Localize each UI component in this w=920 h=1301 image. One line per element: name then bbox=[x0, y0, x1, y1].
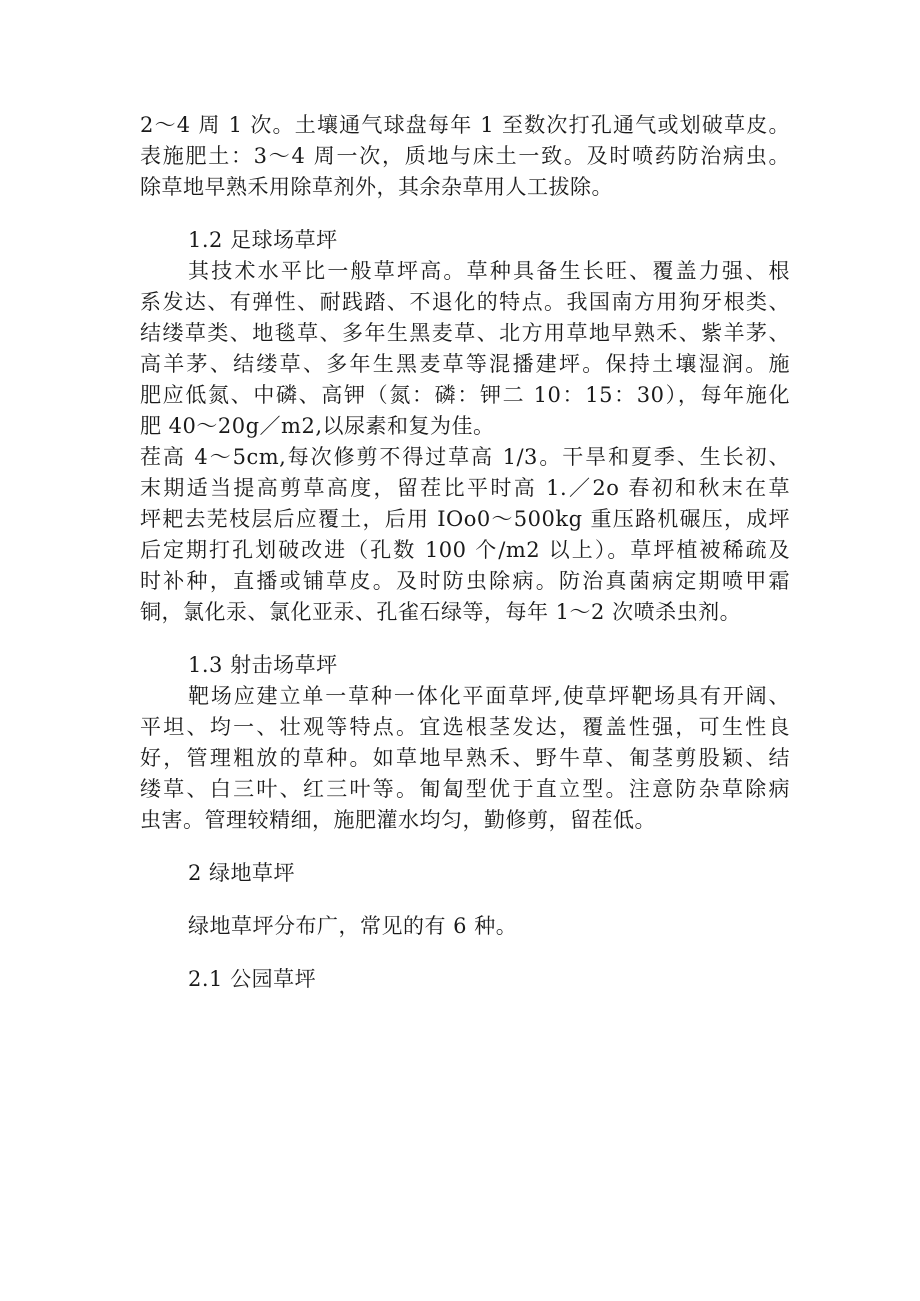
text-line: 虫害。管理较精细，施肥灌水均匀，勤修剪，留茬低。 bbox=[140, 808, 656, 832]
section-heading-football-lawn: 1.2 足球场草坪 bbox=[188, 228, 338, 252]
text-line: 高羊茅、结缕草、多年生黑麦草等混播建坪。保持土壤湿润。施 bbox=[140, 352, 790, 376]
text-line: 靶场应建立单一草种一体化平面草坪,使草坪靶场具有开阔、 bbox=[188, 684, 790, 708]
text-line: 茬高 4～5cm,每次修剪不得过草高 1/3。干旱和夏季、生长初、 bbox=[140, 445, 790, 469]
paragraph-green-lawn-intro: 绿地草坪分布广，常见的有 6 种。 bbox=[188, 914, 518, 938]
text-line: 表施肥土：3～4 周一次，质地与床土一致。及时喷药防治病虫。 bbox=[140, 144, 790, 168]
text-line: 结缕草类、地毯草、多年生黑麦草、北方用草地早熟禾、紫羊茅、 bbox=[140, 321, 790, 345]
section-heading-green-lawn: 2 绿地草坪 bbox=[188, 861, 296, 885]
text-line: 肥 40～20g／m2,以尿素和复为佳。 bbox=[140, 414, 495, 438]
text-line: 时补种，直播或铺草皮。及时防虫除病。防治真菌病定期喷甲霜 bbox=[140, 569, 790, 593]
text-line: 系发达、有弹性、耐践踏、不退化的特点。我国南方用狗牙根类、 bbox=[140, 290, 790, 314]
text-line: 2～4 周 1 次。土壤通气球盘每年 1 至数次打孔通气或划破草皮。 bbox=[140, 113, 790, 137]
text-line: 其技术水平比一般草坪高。草种具备生长旺、覆盖力强、根 bbox=[188, 259, 790, 283]
paragraph-football-lawn bbox=[140, 256, 790, 628]
text-line: 后定期打孔划破改进（孔数 100 个/m2 以上）。草坪植被稀疏及 bbox=[140, 538, 790, 562]
section-heading-shooting-lawn: 1.3 射击场草坪 bbox=[188, 653, 338, 677]
paragraph-shooting-lawn bbox=[140, 681, 790, 836]
text-line: 除草地早熟禾用除草剂外，其余杂草用人工拔除。 bbox=[140, 175, 613, 199]
section-heading-park-lawn: 2.1 公园草坪 bbox=[188, 967, 317, 991]
text-line: 好，管理粗放的草种。如草地早熟禾、野牛草、匍茎剪股颖、结 bbox=[140, 746, 790, 770]
paragraph-maintenance bbox=[140, 110, 790, 203]
text-line: 坪耙去芜枝层后应覆土，后用 IOo0～500kg 重压路机碾压，成坪 bbox=[140, 507, 790, 531]
text-line: 肥应低氮、中磷、高钾（氮：磷：钾二 10：15：30），每年施化 bbox=[140, 383, 790, 407]
text-line: 铜，氯化汞、氯化亚汞、孔雀石绿等，每年 1～2 次喷杀虫剂。 bbox=[140, 600, 742, 624]
text-line: 缕草、白三叶、红三叶等。匍匐型优于直立型。注意防杂草除病 bbox=[140, 777, 790, 801]
document-page bbox=[140, 110, 790, 995]
text-line: 末期适当提高剪草高度，留茬比平时高 1.／2o 春初和秋末在草 bbox=[140, 476, 790, 500]
text-line: 平坦、均一、壮观等特点。宜选根茎发达，覆盖性强，可生性良 bbox=[140, 715, 790, 739]
